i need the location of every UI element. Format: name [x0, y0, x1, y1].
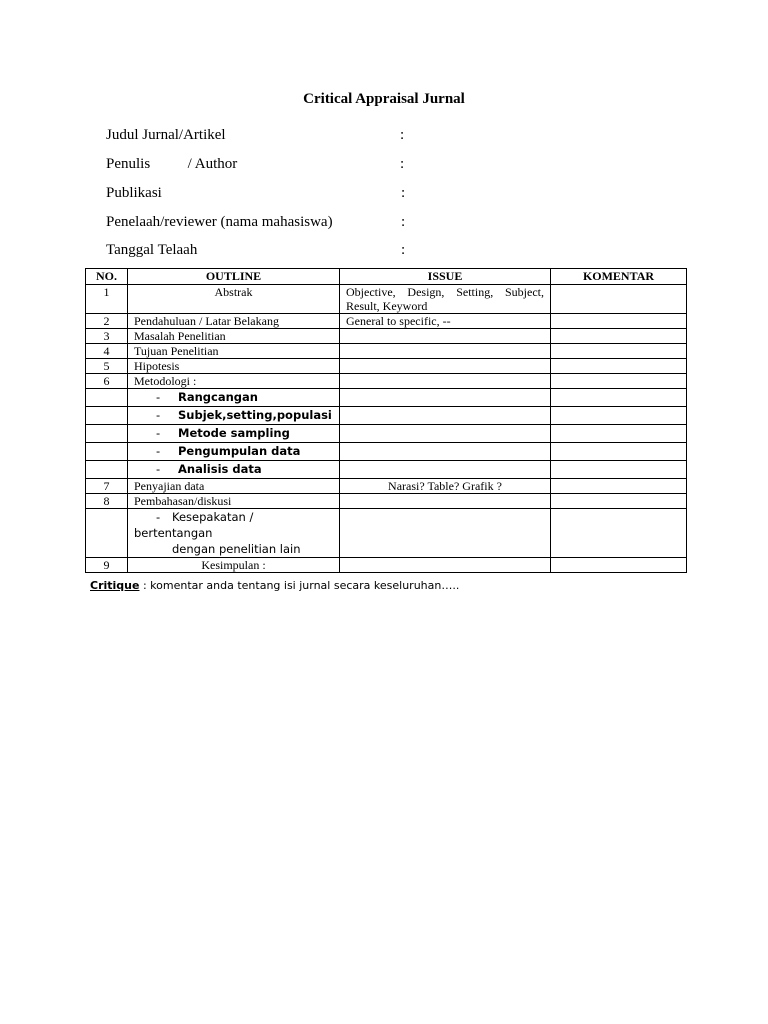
cell-outline: Masalah Penelitian	[128, 329, 340, 344]
header-no: NO.	[86, 269, 128, 285]
table-row	[86, 344, 687, 359]
cell-no: 4	[86, 344, 128, 359]
cell-komentar[interactable]	[551, 374, 687, 389]
cell-issue: General to specific, --	[340, 314, 551, 329]
cell-issue	[340, 461, 551, 479]
table-row	[86, 329, 687, 344]
cell-outline	[128, 425, 340, 443]
cell-no: 3	[86, 329, 128, 344]
cell-komentar[interactable]	[551, 494, 687, 509]
cell-komentar[interactable]	[551, 285, 687, 314]
cell-komentar[interactable]	[551, 461, 687, 479]
cell-komentar[interactable]	[551, 329, 687, 344]
cell-no	[86, 425, 128, 443]
document-title: Critical Appraisal Jurnal	[303, 91, 465, 107]
cell-no: 1	[86, 285, 128, 314]
bullet-dash: -	[156, 426, 161, 440]
field-label: Judul Jurnal/Artikel	[106, 127, 226, 143]
cell-outline: Abstrak	[128, 285, 340, 314]
table-header-row	[86, 269, 687, 285]
cell-issue	[340, 329, 551, 344]
field-label: Penulis / Author	[106, 156, 238, 172]
table-row	[86, 558, 687, 573]
cell-issue: Narasi? Table? Grafik ?	[340, 479, 551, 494]
cell-no	[86, 461, 128, 479]
cell-issue	[340, 494, 551, 509]
table-row	[86, 285, 687, 314]
cell-komentar[interactable]	[551, 443, 687, 461]
cell-outline: Tujuan Penelitian	[128, 344, 340, 359]
table-row	[86, 314, 687, 329]
bullet-dash: -	[156, 510, 161, 524]
cell-outline: Pendahuluan / Latar Belakang	[128, 314, 340, 329]
sub-item-label: Kesepakatan / bertentangan	[134, 510, 254, 540]
header-outline: OUTLINE	[128, 269, 340, 285]
cell-issue	[340, 443, 551, 461]
cell-outline	[128, 389, 340, 407]
cell-no: 8	[86, 494, 128, 509]
table-row	[86, 389, 687, 407]
cell-no: 5	[86, 359, 128, 374]
cell-outline	[128, 407, 340, 425]
table-row	[86, 479, 687, 494]
cell-no	[86, 407, 128, 425]
cell-no: 7	[86, 479, 128, 494]
bullet-dash: -	[156, 444, 161, 458]
cell-outline	[128, 443, 340, 461]
cell-no	[86, 443, 128, 461]
cell-outline: Pembahasan/diskusi	[128, 494, 340, 509]
cell-no	[86, 389, 128, 407]
cell-outline: Penyajian data	[128, 479, 340, 494]
field-colon: :	[401, 214, 406, 230]
cell-issue	[340, 425, 551, 443]
cell-no	[86, 509, 128, 558]
sub-item-label: Rangcangan	[178, 390, 258, 404]
table-row	[86, 359, 687, 374]
cell-issue	[340, 389, 551, 407]
cell-komentar[interactable]	[551, 425, 687, 443]
cell-issue	[340, 359, 551, 374]
cell-issue	[340, 407, 551, 425]
cell-komentar[interactable]	[551, 314, 687, 329]
field-label: Penelaah/reviewer (nama mahasiswa)	[106, 214, 333, 230]
bullet-dash: -	[156, 462, 161, 476]
bullet-dash: -	[156, 390, 161, 404]
cell-issue: Objective, Design, Setting, Subject, Result, Keyword	[340, 285, 551, 314]
cell-issue	[340, 344, 551, 359]
sub-item-label: Subjek,setting,populasi	[178, 408, 332, 422]
cell-outline: Metodologi :	[128, 374, 340, 389]
cell-komentar[interactable]	[551, 389, 687, 407]
table-row	[86, 374, 687, 389]
cell-no: 9	[86, 558, 128, 573]
cell-outline	[128, 509, 340, 558]
cell-no: 2	[86, 314, 128, 329]
cell-komentar[interactable]	[551, 359, 687, 374]
cell-outline	[128, 461, 340, 479]
table-row	[86, 509, 687, 558]
sub-item-label: Analisis data	[178, 462, 262, 476]
field-colon: :	[401, 242, 406, 258]
field-colon: :	[400, 156, 405, 172]
appraisal-table	[85, 268, 687, 573]
cell-issue	[340, 374, 551, 389]
header-issue: ISSUE	[340, 269, 551, 285]
cell-komentar[interactable]	[551, 344, 687, 359]
cell-issue	[340, 509, 551, 558]
table-row	[86, 494, 687, 509]
cell-issue	[340, 558, 551, 573]
table-row	[86, 425, 687, 443]
cell-komentar[interactable]	[551, 479, 687, 494]
critique-text: : komentar anda tentang isi jurnal secara keseluruhan…..	[139, 579, 460, 592]
bullet-dash: -	[156, 408, 161, 422]
critique-note	[90, 579, 459, 592]
cell-komentar[interactable]	[551, 509, 687, 558]
sub-item-label-continued: dengan penelitian lain	[172, 542, 301, 556]
sub-item-label: Metode sampling	[178, 426, 290, 440]
field-label: Publikasi	[106, 185, 162, 201]
header-komentar: KOMENTAR	[551, 269, 687, 285]
field-colon: :	[401, 185, 406, 201]
cell-no: 6	[86, 374, 128, 389]
table-row	[86, 443, 687, 461]
cell-outline: Kesimpulan :	[128, 558, 340, 573]
sub-item-label: Pengumpulan data	[178, 444, 301, 458]
cell-komentar[interactable]	[551, 558, 687, 573]
cell-outline: Hipotesis	[128, 359, 340, 374]
cell-komentar[interactable]	[551, 407, 687, 425]
table-row	[86, 461, 687, 479]
table-row	[86, 407, 687, 425]
field-colon: :	[400, 127, 405, 143]
critique-label: Critique	[90, 579, 140, 592]
field-label: Tanggal Telaah	[106, 242, 198, 258]
